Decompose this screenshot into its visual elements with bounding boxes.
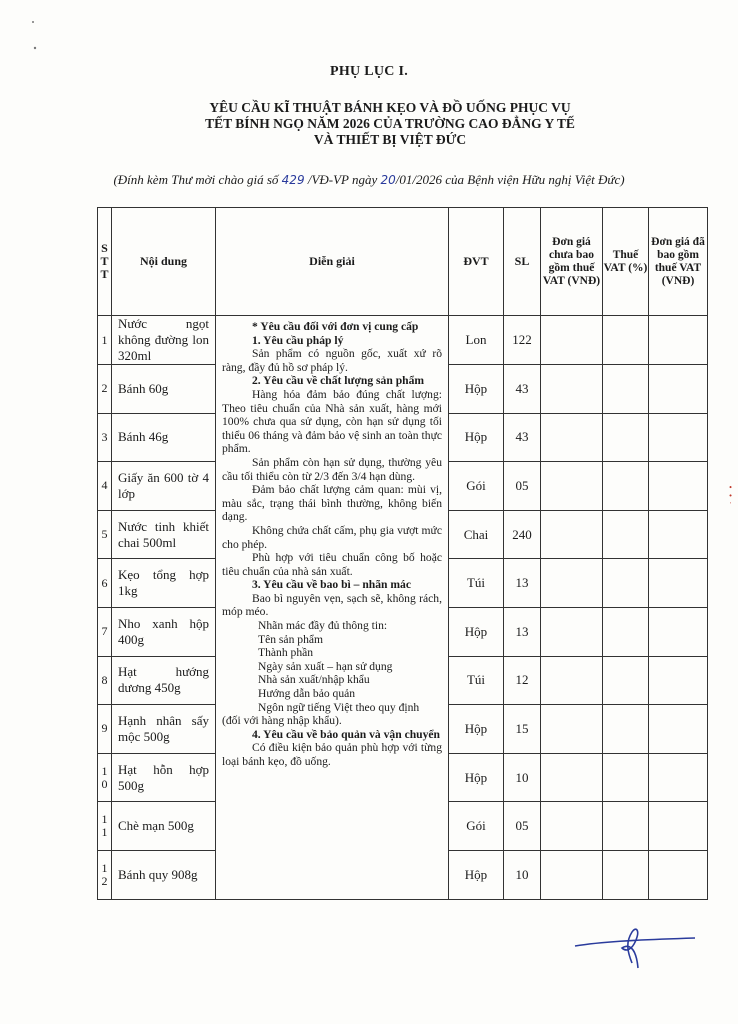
price-cell — [541, 413, 603, 462]
row-sl: 05 — [504, 462, 541, 511]
row-name: Nước ngọt không đường lon 320ml — [112, 316, 216, 365]
row-dvt: Hộp — [449, 850, 504, 899]
desc-s2-p1: Hàng hóa đảm bảo đúng chất lượng: Theo tiêu chuẩn của Nhà sản xuất, hàng mới 100% chưa qua sử dụng, còn hạn sử dụng tối thiểu 06 tháng và đảm bảo vệ sinh an toàn thực phẩm. — [222, 387, 442, 456]
handwritten-doc-day: 20 — [380, 173, 396, 187]
price-cell — [541, 316, 603, 365]
row-sl: 240 — [504, 510, 541, 559]
header-dien-giai: Diễn giải — [216, 208, 449, 316]
signature-mark — [570, 918, 700, 978]
row-dvt: Gói — [449, 802, 504, 851]
desc-s3-p2: Nhãn mác đầy đủ thông tin: — [258, 619, 388, 633]
desc-s2-p4: Không chứa chất cấm, phụ gia vượt mức cho phép. — [222, 523, 442, 551]
price-cell — [541, 850, 603, 899]
header-don-gia-da-vat: Đơn giá đã bao gồm thuế VAT (VNĐ) — [649, 208, 708, 316]
attachment-reference: (Đính kèm Thư mời chào giá số 429 /VĐ-VP ngày 20/01/2026 của Bệnh viện Hữu nghị Việt Đức) — [113, 172, 625, 187]
row-stt: 1 2 — [98, 850, 112, 899]
row-sl: 12 — [504, 656, 541, 705]
row-name: Bánh 46g — [112, 413, 216, 462]
row-name: Giấy ăn 600 tờ 4 lớp — [112, 462, 216, 511]
row-sl: 15 — [504, 705, 541, 754]
header-don-gia-chua-vat: Đơn giá chưa bao gồm thuế VAT (VNĐ) — [541, 208, 603, 316]
row-stt: 5 — [98, 510, 112, 559]
price-cell — [541, 753, 603, 802]
desc-section-2-title: 2. Yêu cầu về chất lượng sản phẩm — [252, 374, 425, 388]
row-name: Bánh 60g — [112, 365, 216, 414]
row-sl: 13 — [504, 607, 541, 656]
row-dvt: Gói — [449, 462, 504, 511]
price-vat-cell — [649, 413, 708, 462]
row-dvt: Chai — [449, 510, 504, 559]
title-line-3: VÀ THIẾT BỊ VIỆT ĐỨC — [313, 132, 467, 147]
desc-s3-list-item: Tên sản phẩm — [258, 632, 324, 646]
price-vat-cell — [649, 365, 708, 414]
row-sl: 122 — [504, 316, 541, 365]
header-stt: S T T — [98, 208, 112, 316]
price-vat-cell — [649, 802, 708, 851]
row-dvt: Hộp — [449, 365, 504, 414]
price-cell — [541, 365, 603, 414]
row-dvt: Hộp — [449, 607, 504, 656]
row-dvt: Túi — [449, 656, 504, 705]
desc-s3-list-item: Ngôn ngữ tiếng Việt theo quy định — [258, 700, 420, 714]
requirements-table — [97, 207, 708, 900]
vat-cell — [603, 802, 649, 851]
desc-s3-list-item: Ngày sản xuất – hạn sử dụng — [258, 659, 393, 673]
red-margin-annotation: • • · — [726, 485, 734, 505]
price-vat-cell — [649, 510, 708, 559]
row-dvt: Hộp — [449, 705, 504, 754]
vat-cell — [603, 462, 649, 511]
handwritten-doc-number: 429 — [281, 173, 305, 187]
row-dvt: Hộp — [449, 753, 504, 802]
desc-s3-list-item: Hướng dẫn bảo quản — [258, 687, 356, 701]
vat-cell — [603, 510, 649, 559]
desc-s3-list-item: Nhà sản xuất/nhập khẩu — [258, 673, 370, 687]
row-name: Kẹo tổng hợp 1kg — [112, 559, 216, 608]
row-stt: 1 1 — [98, 802, 112, 851]
desc-s3-list-item: Thành phần — [258, 646, 314, 660]
vat-cell — [603, 316, 649, 365]
desc-s2-p5: Phù hợp với tiêu chuẩn công bố hoặc tiêu chuẩn của nhà sản xuất. — [222, 551, 442, 578]
desc-section-4-title: 4. Yêu cầu về bảo quản và vận chuyển — [252, 727, 441, 741]
row-sl: 13 — [504, 559, 541, 608]
row-dvt: Hộp — [449, 413, 504, 462]
row-stt: 8 — [98, 656, 112, 705]
desc-s1-p1: Sản phẩm có nguồn gốc, xuất xứ rõ ràng, đầy đủ hồ sơ pháp lý. — [222, 347, 442, 374]
row-name: Nước tinh khiết chai 500ml — [112, 510, 216, 559]
title-line-1: YÊU CẦU KĨ THUẬT BÁNH KẸO VÀ ĐỒ UỐNG PHỤC VỤ — [209, 100, 571, 115]
vat-cell — [603, 850, 649, 899]
vat-cell — [603, 559, 649, 608]
row-stt: 7 — [98, 607, 112, 656]
desc-s2-p3: Đảm bảo chất lượng cảm quan: mùi vị, màu sắc, trạng thái bình thường, không biến dạng. — [222, 483, 442, 524]
row-name: Nho xanh hộp 400g — [112, 607, 216, 656]
row-name: Hạt hướng dương 450g — [112, 656, 216, 705]
row-name: Chè mạn 500g — [112, 802, 216, 851]
price-cell — [541, 705, 603, 754]
vat-cell — [603, 607, 649, 656]
desc-s4-p1: Có điều kiện bảo quản phù hợp với từng loại bánh kẹo, đồ uống. — [222, 741, 442, 768]
row-name: Hạnh nhân sấy mộc 500g — [112, 705, 216, 754]
price-cell — [541, 656, 603, 705]
price-cell — [541, 510, 603, 559]
price-cell — [541, 462, 603, 511]
row-name: Hạt hỗn hợp 500g — [112, 753, 216, 802]
price-vat-cell — [649, 559, 708, 608]
price-vat-cell — [649, 462, 708, 511]
price-vat-cell — [649, 850, 708, 899]
row-dvt: Túi — [449, 559, 504, 608]
price-vat-cell — [649, 607, 708, 656]
row-stt: 6 — [98, 559, 112, 608]
row-dvt: Lon — [449, 316, 504, 365]
row-stt: 4 — [98, 462, 112, 511]
desc-s3-list-item-cont: (đối với hàng nhập khẩu). — [222, 714, 342, 728]
desc-section-3-title: 3. Yêu cầu về bao bì – nhãn mác — [252, 578, 412, 592]
row-sl: 05 — [504, 802, 541, 851]
price-vat-cell — [649, 656, 708, 705]
row-sl: 43 — [504, 365, 541, 414]
price-vat-cell — [649, 753, 708, 802]
price-cell — [541, 802, 603, 851]
price-vat-cell — [649, 316, 708, 365]
row-sl: 10 — [504, 753, 541, 802]
header-sl: SL — [504, 208, 541, 316]
vat-cell — [603, 753, 649, 802]
row-sl: 43 — [504, 413, 541, 462]
row-stt: 2 — [98, 365, 112, 414]
scan-specks — [30, 18, 38, 58]
desc-intro: * Yêu cầu đối với đơn vị cung cấp — [252, 320, 419, 333]
row-sl: 10 — [504, 850, 541, 899]
table-header-row — [98, 208, 708, 316]
document-title — [110, 100, 670, 148]
header-dvt: ĐVT — [449, 208, 504, 316]
header-noi-dung: Nội dung — [112, 208, 216, 316]
price-vat-cell — [649, 705, 708, 754]
desc-s3-p1: Bao bì nguyên vẹn, sạch sẽ, không rách, móp méo. — [222, 591, 442, 619]
appendix-heading: PHỤ LỤC I. — [329, 64, 409, 79]
vat-cell — [603, 413, 649, 462]
vat-cell — [603, 656, 649, 705]
desc-s2-p2: Sản phẩm còn hạn sử dụng, thường yêu cầu tối thiểu còn từ 2/3 đến 3/4 hạn dùng. — [222, 455, 442, 483]
price-cell — [541, 559, 603, 608]
row-stt: 1 — [98, 316, 112, 365]
title-line-2: TẾT BÍNH NGỌ NĂM 2026 CỦA TRƯỜNG CAO ĐẲNG Y TẾ — [205, 116, 575, 131]
desc-section-1-title: 1. Yêu cầu pháp lý — [252, 333, 344, 347]
row-stt: 3 — [98, 413, 112, 462]
vat-cell — [603, 365, 649, 414]
table-row — [98, 316, 708, 365]
row-stt: 9 — [98, 705, 112, 754]
vat-cell — [603, 705, 649, 754]
row-stt: 1 0 — [98, 753, 112, 802]
row-name: Bánh quy 908g — [112, 850, 216, 899]
price-cell — [541, 607, 603, 656]
header-thue-vat: Thuế VAT (%) — [603, 208, 649, 316]
description-cell — [216, 316, 449, 900]
